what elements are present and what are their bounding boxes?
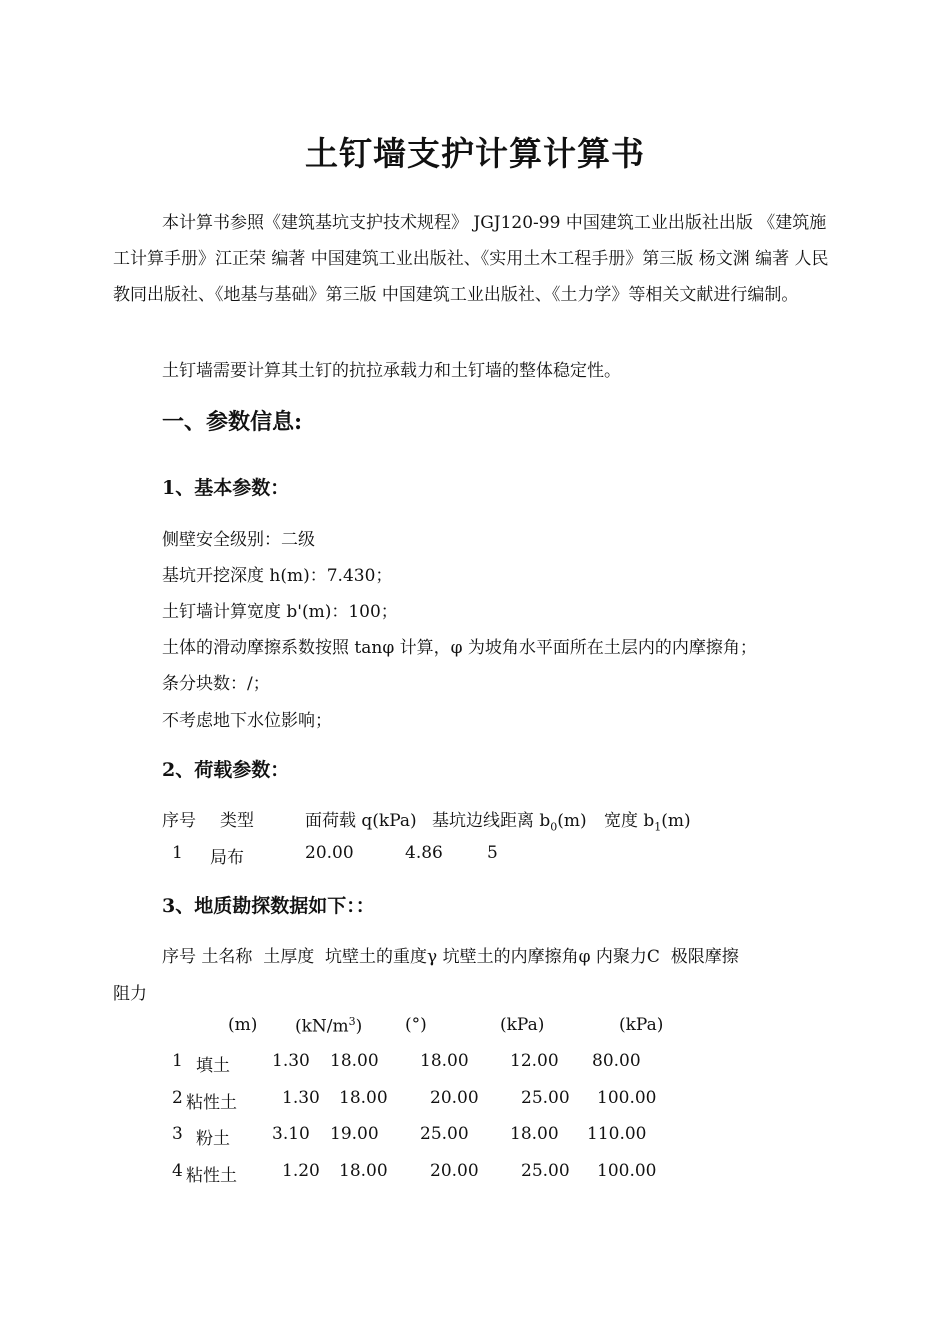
basic-param-line: 土钉墙计算宽度 b'(m)：100； [162,602,398,622]
section-heading-parameters: 一、参数信息: [162,409,303,435]
subsection-heading-basic: 1、基本参数： [162,477,290,499]
subsection-heading-geology: 3、地质勘探数据如下：： [162,895,375,917]
unit-thickness: (m) [228,1015,258,1035]
basic-param-line: 侧壁安全级别：二级 [162,530,315,550]
geology-header-line: 序号 土名称 土厚度 坑壁土的重度γ 坑壁土的内摩擦角φ 内聚力C 极限摩擦 [162,947,739,967]
unit-gamma: $(kN/m^3)$ [295,1015,363,1037]
document-title: 土钉墙支护计算计算书 [305,134,645,173]
load-header-distance: 基坑边线距离 $b_0(m)$ [432,811,587,834]
load-header-type: 类型 [220,811,254,831]
unit-phi: (°) [405,1015,427,1035]
load-header-width: 宽度 $b_1(m)$ [604,811,691,834]
basic-param-line: 基坑开挖深度 h(m)：7.430； [162,566,393,586]
load-header-seq: 序号 [162,811,196,831]
subsection-heading-load: 2、荷载参数： [162,759,290,781]
basic-param-line: 不考虑地下水位影响； [162,711,332,731]
basic-param-line: 土体的滑动摩擦系数按照 tanφ 计算，φ 为坡角水平面所在土层内的内摩擦角； [162,638,757,658]
intro-paragraph: 本计算书参照《建筑基坑支护技术规程》 JGJ120-99 中国建筑工业出版社出版 《建筑施工计算手册》江正荣 编著 中国建筑工业出版社、《实用土木工程手册》第三版 杨文渊 编著 人民教同出版社、《地基与基础》第三版 中国建筑工业出版社、《土力学》等相关文献进行编制。 [113,213,829,305]
unit-friction: (kPa) [619,1015,664,1035]
intro-paragraph-2: 土钉墙需要计算其土钉的抗拉承载力和土钉墙的整体稳定性。 [162,361,621,381]
basic-param-line: 条分块数：/； [162,674,270,694]
unit-cohesion: (kPa) [500,1015,545,1035]
load-header-load: 面荷载 q(kPa) [305,811,417,831]
document-page: 土钉墙支护计算计算书 本计算书参照《建筑基坑支护技术规程》 JGJ120-99 中国建筑工业出版社出版 《建筑施工计算手册》江正荣 编著 中国建筑工业出版社、《实用土木工程手册》第三版 杨文渊 编著 人民教同出版社、《地基与基础》第三版 中国建筑工业出版社、《土力学》等相关文献进行编制。 土钉墙需要计算其土钉的抗拉承载力和土钉墙的整体稳定性。 一、参数信息: 1、基本参数： 侧壁安全级别：二级 基坑开挖深度 h(m)：7.430； 土钉墙计算宽度 b'(m)：100； 土体的滑动摩擦系数按照 tanφ 计算，φ 为坡角水平面所在土层内的内摩擦角； 条分块数：/； 不考虑地下水位影响； 2、荷载参数： 序号 类型 面荷载 q(kPa) 基坑边线距离 $b_0(m)$ 宽度 $b_1(m)$ 1 局布 20.00 4.86 5 3、地质勘探数据如下：： 序号 土名称 土厚度 坑壁土的重度γ 坑壁土的内摩擦角φ 内聚力C 极限摩擦 阻力 (m) $(kN/m^3)$ (°) (kPa) (kPa) 1 填土 1.30 18.00 18.00 12.00 80.00 2 粘性土 1.30 18.00 20.00 25.00 100.00 3 粉土 3.10 19.00 25.00 18.00 110.00 4 粘性土 1.20 18.00 20.00 25.00 100.00 [0,0,950,1344]
geology-header-line-2: 阻力 [113,984,147,1004]
